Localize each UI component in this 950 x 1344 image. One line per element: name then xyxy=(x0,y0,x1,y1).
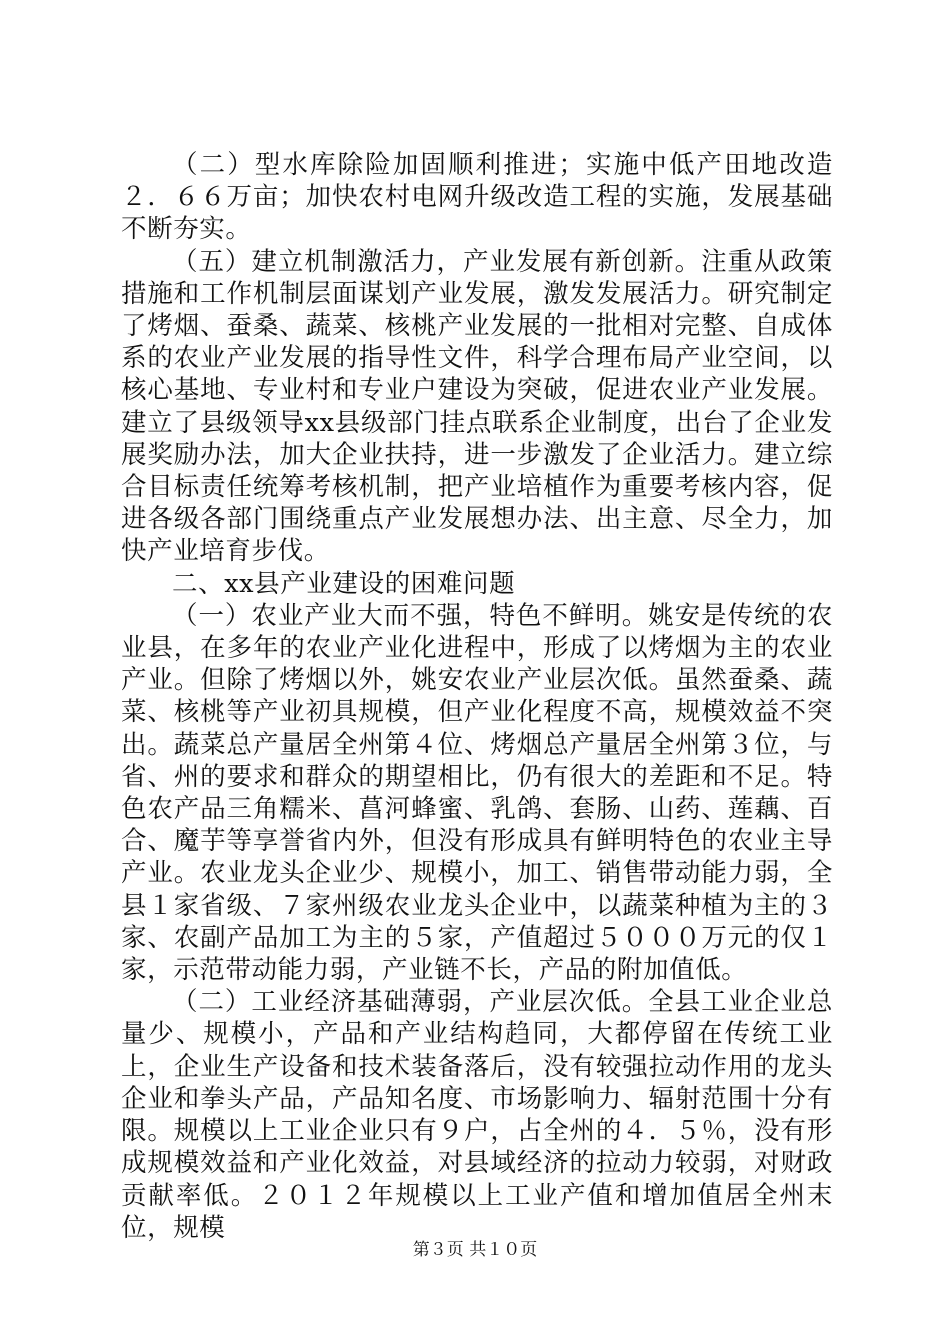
document-body xyxy=(121,149,833,1244)
section-heading-difficulties: 二、xx县产业建设的困难问题 xyxy=(172,568,516,599)
page-number-footer: 第３页 共１０页 xyxy=(412,1240,538,1260)
paragraph-water-infrastructure: （二）型水库除险加固顺利推进；实施中低产田地改造２．６６万亩；加快农村电网升级改造工程的实施，发展基础不断夯实。 xyxy=(121,150,833,245)
paragraph-mechanism-innovation: （五）建立机制激活力，产业发展有新创新。注重从政策措施和工作机制层面谋划产业发展，激发发展活力。研究制定了烤烟、蚕桑、蔬菜、核桃产业发展的一批相对完整、自成体系的农业产业发展的指导性文件，科学合理布局产业空间，以核心基地、专业村和专业户建设为突破，促进农业产业发展。建立了县级领导xx县级部门挂点联系企业制度，出台了企业发展奖励办法，加大企业扶持，进一步激发了企业活力。建立综合目标责任统筹考核机制，把产业培植作为重要考核内容，促进各级各部门围绕重点产业发展想办法、出主意、尽全力，加快产业培育步伐。 xyxy=(121,246,833,567)
paragraph-agriculture-problems: （一）农业产业大而不强，特色不鲜明。姚安是传统的农业县，在多年的农业产业化进程中，形成了以烤烟为主的农业产业。但除了烤烟以外，姚安农业产业层次低。虽然蚕桑、蔬菜、核桃等产业初具规模，但产业化程度不高，规模效益不突出。蔬菜总产量居全州第４位、烤烟总产量居全州第３位，与省、州的要求和群众的期望相比，仍有很大的差距和不足。特色农产品三角糯米、菖河蜂蜜、乳鸽、套肠、山药、莲藕、百合、魔芋等享誉省内外，但没有形成具有鲜明特色的农业主导产业。农业龙头企业少、规模小，加工、销售带动能力弱，全县１家省级、７家州级农业龙头企业中，以蔬菜种植为主的３家、农副产品加工为主的５家，产值超过５０００万元的仅１家，示范带动能力弱，产业链不长，产品的附加值低。 xyxy=(121,600,833,986)
paragraph-industry-problems: （二）工业经济基础薄弱，产业层次低。全县工业企业总量少、规模小，产品和产业结构趋同，大都停留在传统工业上，企业生产设备和技术装备落后，没有较强拉动作用的龙头企业和拳头产品，产品知名度、市场影响力、辐射范围十分有限。规模以上工业企业只有９户，占全州的４．５％，没有形成规模效益和产业化效益，对县域经济的拉动力较弱，对财政贡献率低。２０１２年规模以上工业产值和增加值居全州末位，规模 xyxy=(121,987,833,1243)
